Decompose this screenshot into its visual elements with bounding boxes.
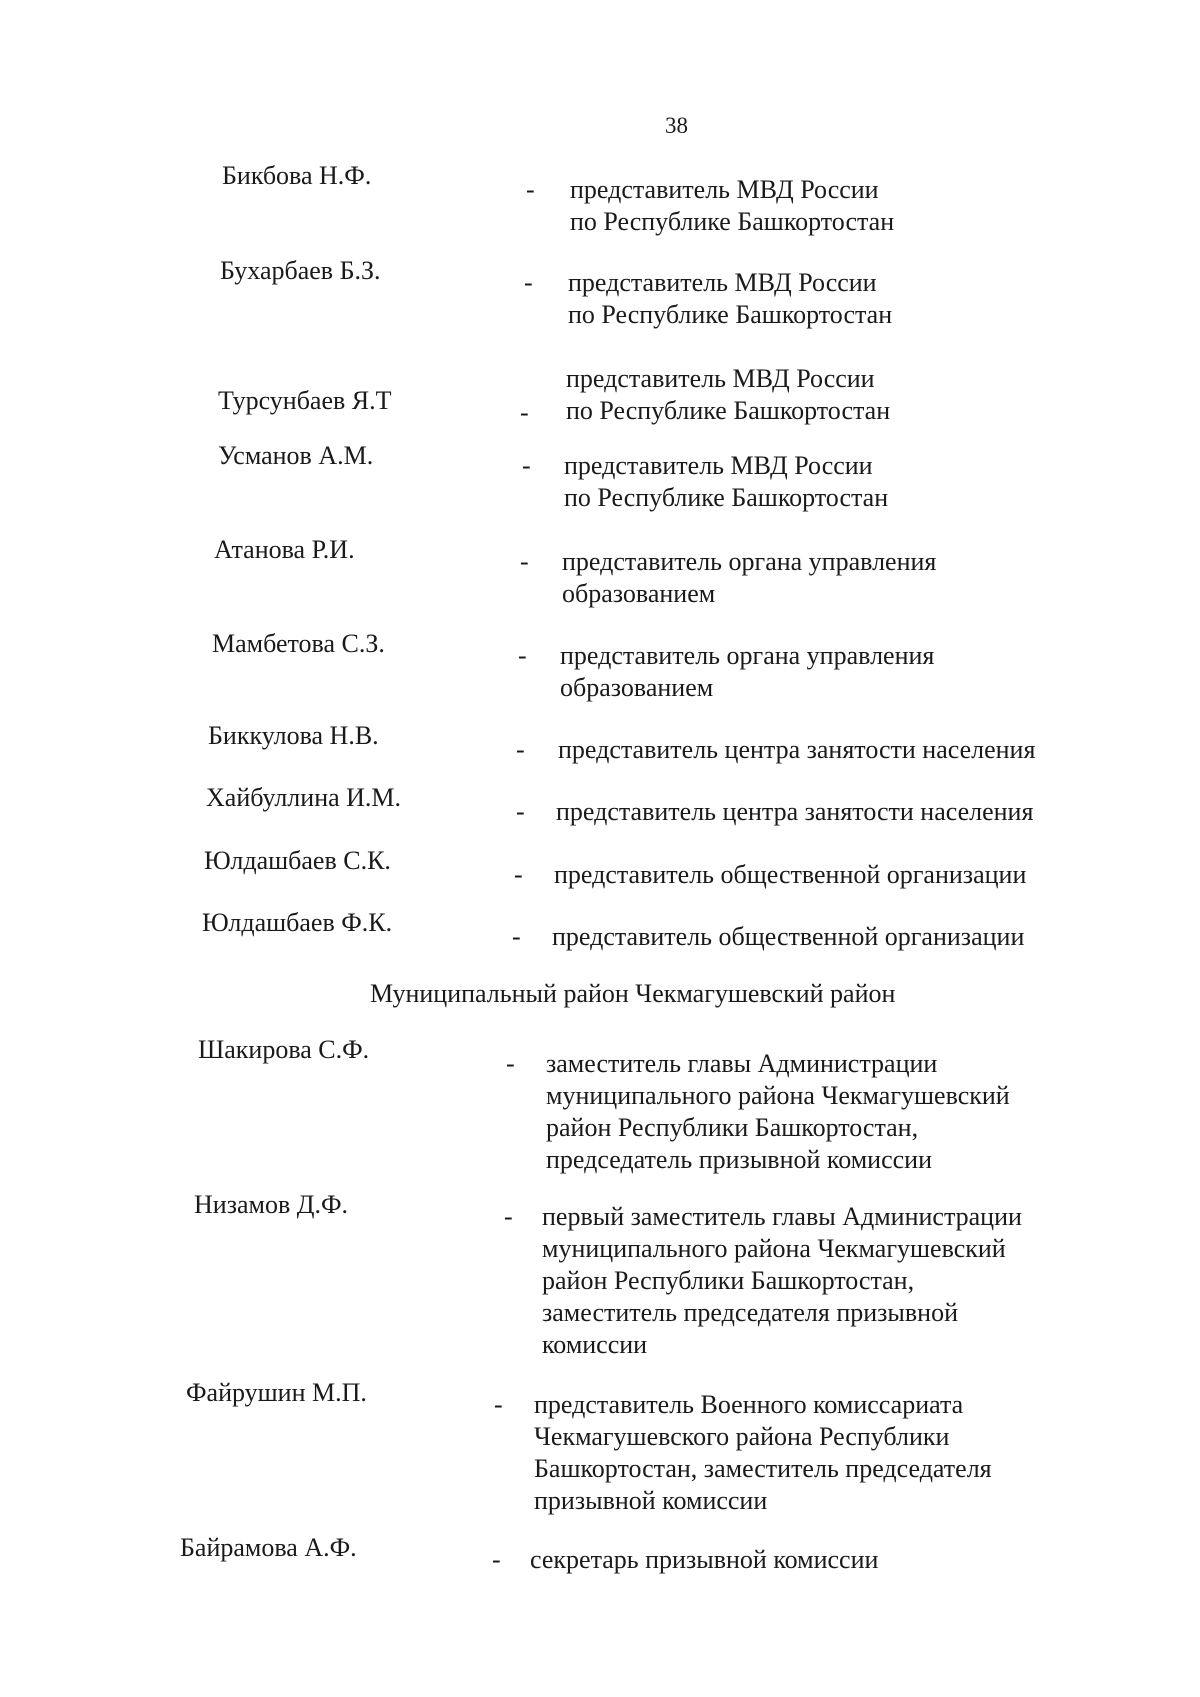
role-line: по Республике Башкортостан	[568, 300, 893, 329]
role-line: представитель МВД России	[570, 175, 879, 204]
person-role	[558, 734, 1035, 766]
person-role	[542, 1201, 1022, 1361]
role-line: образованием	[562, 579, 716, 608]
role-line: комиссии	[542, 1330, 648, 1359]
person-role	[562, 546, 936, 610]
person-name: Байрамова А.Ф.	[180, 1533, 357, 1562]
person-name: Хайбуллина И.М.	[206, 783, 402, 812]
role-line: председатель призывной комиссии	[546, 1145, 932, 1174]
person-role	[534, 1389, 992, 1517]
dash-separator: -	[516, 735, 525, 764]
person-role	[564, 450, 888, 514]
role-line: первый заместитель главы Администрации	[542, 1202, 1022, 1231]
person-name: Файрушин М.П.	[186, 1378, 367, 1407]
dash-separator: -	[504, 1202, 513, 1231]
role-line: Башкортостан, заместитель председателя	[534, 1454, 992, 1483]
role-line: район Республики Башкортостан,	[542, 1266, 915, 1295]
person-name: Атанова Р.И.	[214, 535, 355, 564]
role-line: по Республике Башкортостан	[570, 207, 895, 236]
dash-separator: -	[520, 398, 529, 427]
dash-separator: -	[506, 1049, 515, 1078]
dash-separator: -	[520, 547, 529, 576]
role-line: образованием	[560, 673, 714, 702]
dash-separator: -	[518, 641, 527, 670]
person-name: Юлдашбаев Ф.К.	[202, 908, 393, 937]
role-line: представитель общественной организации	[554, 860, 1027, 889]
person-name: Мамбетова С.З.	[212, 629, 385, 658]
dash-separator: -	[494, 1390, 503, 1419]
role-line: представитель общественной организации	[552, 922, 1025, 951]
person-role	[568, 267, 892, 331]
person-name: Низамов Д.Ф.	[194, 1190, 349, 1219]
person-role	[560, 640, 934, 704]
dash-separator: -	[492, 1545, 501, 1574]
role-line: представитель МВД России	[568, 268, 877, 297]
person-role	[570, 174, 894, 238]
role-line: Чекмагушевского района Республики	[534, 1422, 950, 1451]
person-role	[566, 363, 890, 427]
role-line: муниципального района Чекмагушевский	[546, 1081, 1010, 1110]
role-line: представитель органа управления	[560, 641, 935, 670]
role-line: заместитель главы Администрации	[546, 1049, 938, 1078]
person-name: Турсунбаев Я.Т	[218, 386, 392, 415]
role-line: район Республики Башкортостан,	[546, 1113, 919, 1142]
person-name: Биккулова Н.В.	[208, 721, 379, 750]
role-line: представитель органа управления	[562, 547, 937, 576]
dash-separator: -	[522, 451, 531, 480]
person-role	[552, 921, 1024, 953]
role-line: представитель центра занятости населения	[558, 735, 1036, 764]
person-role	[530, 1544, 878, 1576]
role-line: представитель Военного комиссариата	[534, 1390, 964, 1419]
role-line: секретарь призывной комиссии	[530, 1545, 879, 1574]
person-role	[554, 859, 1026, 891]
dash-separator: -	[516, 797, 525, 826]
role-line: по Республике Башкортостан	[566, 396, 891, 425]
person-name: Шакирова С.Ф.	[198, 1035, 370, 1064]
role-line: призывной комиссии	[534, 1486, 768, 1515]
person-name: Бухарбаев Б.З.	[220, 256, 381, 285]
role-line: муниципального района Чекмагушевский	[542, 1234, 1006, 1263]
person-name: Бикбова Н.Ф.	[222, 161, 372, 190]
person-name: Юлдашбаев С.К.	[204, 846, 391, 875]
person-name: Усманов А.М.	[218, 441, 374, 470]
role-line: представитель МВД России	[564, 451, 873, 480]
dash-separator: -	[512, 922, 521, 951]
person-role	[556, 796, 1033, 828]
dash-separator: -	[514, 860, 523, 889]
dash-separator: -	[526, 175, 535, 204]
section-heading: Муниципальный район Чекмагушевский район	[370, 979, 896, 1008]
role-line: заместитель председателя призывной	[542, 1298, 958, 1327]
page-number: 38	[665, 113, 688, 138]
role-line: представитель центра занятости населения	[556, 797, 1034, 826]
role-line: по Республике Башкортостан	[564, 483, 889, 512]
dash-separator: -	[524, 268, 533, 297]
person-role	[546, 1048, 1010, 1176]
role-line: представитель МВД России	[566, 364, 875, 393]
